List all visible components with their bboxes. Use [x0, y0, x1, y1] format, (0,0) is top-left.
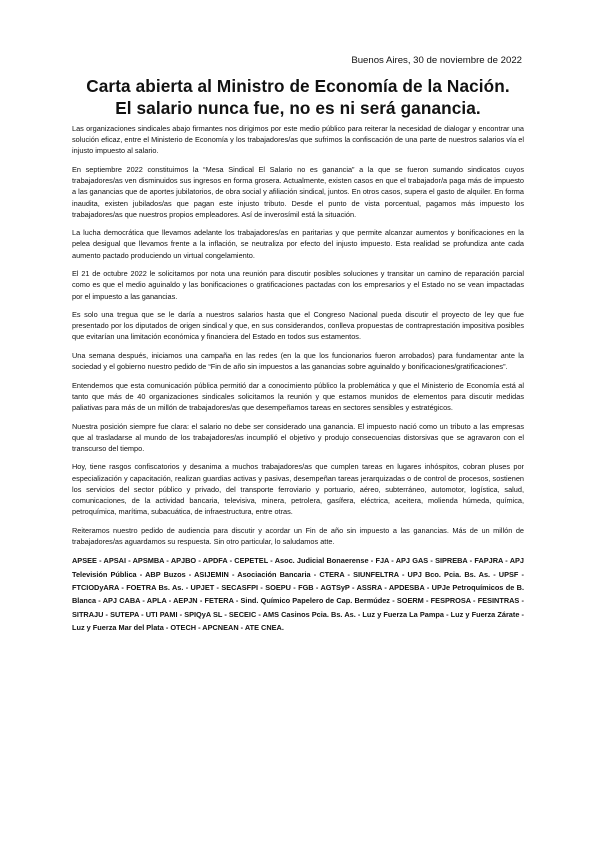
- paragraph: Una semana después, iniciamos una campaña en las redes (en la que los funcionarios fueron arrobados) para fundamentar ante la sociedad y el gobierno nuestro pedido de “Fin de año sin impuestos a las ganancias sobre aguinaldo y bonificaciones/gratificaciones”.: [72, 350, 524, 372]
- paragraph: Las organizaciones sindicales abajo firmantes nos dirigimos por este medio público para reiterar la necesidad de dialogar y encontrar una solución eficaz, entre el Ministerio de Economía y los trabajadores/as que sufrimos la confiscación de una parte de nuestros salarios vía el injusto impuesto al salario.: [72, 124, 524, 156]
- paragraph: El 21 de octubre 2022 le solicitamos por nota una reunión para discutir posibles soluciones y transitar un camino de reparación parcial como es que el medio aguinaldo y las bonificaciones o gratificaciones pactadas con los empresarios y el Estado no se vean impactadas por el impuesto a las ganancias.: [72, 269, 524, 301]
- paragraph: Hoy, tiene rasgos confiscatorios y desanima a muchos trabajadores/as que cumplen tareas en lugares inhóspitos, cobran pluses por especialización y capacitación, realizan guardias activas y pasivas, desempeñan tareas jerarquizadas o de control de procesos, sostienen los servicios del sector público y privado, del transporte ferroviario y portuario, aéreo, subterráneo, automotor, logística, salud, comunicaciones, de la actividad bancaria, televisiva, minera, petrolera, gasífera, eléctrica, aceitera, molienda húmeda, química, petroquímica, marítima, subacuática, de infraestructura, entre otras.: [72, 462, 524, 517]
- letter-date: Buenos Aires, 30 de noviembre de 2022: [351, 55, 522, 66]
- paragraph: La lucha democrática que llevamos adelante los trabajadores/as en paritarias y que permite alcanzar aumentos y bonificaciones en la pelea desigual que llevamos frente a la inflación, se neutraliza por efecto del injusto impuesto. Esta realidad se profundiza ante cada aumento pactado produciendo un virtual congelamiento.: [72, 228, 524, 260]
- paragraph: Entendemos que esta comunicación pública permitió dar a conocimiento público la problemática y que el Ministerio de Economía está al tanto que más de 40 organizaciones sindicales solicitamos la reunión y que estamos munidos de elementos para discutir medidas paliativas para más de un millón de trabajadores/as que desempeñamos tareas en sectores sensibles y estratégicos.: [72, 380, 524, 413]
- title-line-2: El salario nunca fue, no es ni será ganancia.: [115, 98, 481, 118]
- letter-title: [40, 75, 556, 119]
- paragraph: Nuestra posición siempre fue clara: el salario no debe ser considerado una ganancia. El impuesto nació como un tributo a las empresas que al trasladarse al mundo de los trabajadores/as incumplió el objetivo y produjo consecuencias distorsivas que se agravaron con el transcurso del tiempo.: [72, 421, 524, 453]
- signatories-list: APSEE - APSAI - APSMBA - APJBO - APDFA - CEPETEL - Asoc. Judicial Bonaerense - FJA - APJ GAS - SIPREBA - FAPJRA - APJ Televisión Pública - ABP Buzos - ASIJEMIN - Asociación Bancaria - CTERA - SIUNFELTRA - UPJ Bco. Pcia. Bs. As. - UPSF - FTCIODyARA - FOETRA Bs. As. - UPJET - SECASFPI - SOEPU - FGB - AGTSyP - ASSRA - APDESBA - UPJe Petroquímicos de B. Blanca - APJ CABA - APLA - AEPJN - FETERA - Sind. Químico Papelero de Cap. Bermúdez - SOERM - FESPROSA - FESINTRAS - SITRAJU - SUTEPA - UTI PAMI - SPIQyA SL - SECEIC - AMS Casinos Pcia. Bs. As. - Luz y Fuerza La Pampa - Luz y Fuerza Zárate - Luz y Fuerza Mar del Plata - OTECH - APCNEAN - ATE CNEA.: [72, 556, 524, 632]
- letter-body: [72, 123, 524, 634]
- paragraph: En septiembre 2022 constituimos la “Mesa Sindical El Salario no es ganancia” a la que se fueron sumando sindicatos cuyos trabajadores/as ven disminuidos sus ingresos en forma grosera. Actualmente, existen casos en que el trabajador/a paga más de impuesto a las ganancias que de aportes jubilatorios, de obra social y afiliación sindical, juntos. En otros casos, supera el gasto de alquiler. En forma inaudita, existen jubilados/as que pagan este injusto tributo. Desde el punto de vista porcentual, pagamos más impuesto los trabajadores/as que nuestros propios empleadores. Así de inverosímil está la situación.: [72, 164, 524, 219]
- paragraph: Es solo una tregua que se le daría a nuestros salarios hasta que el Congreso Nacional pueda discutir el proyecto de ley que fue presentado por los diputados de origen sindical y que, en sus considerandos, conlleva propuestas de contraprestación impositiva posibles que evitarían una limitación económica y financiera del Estado en todos sus estamentos.: [72, 310, 524, 342]
- paragraph: Reiteramos nuestro pedido de audiencia para discutir y acordar un Fin de año sin impuesto a las ganancias. Más de un millón de trabajadores/as aguardamos su respuesta. Sin otro particular, lo saludamos atte.: [72, 525, 524, 546]
- title-line-1: Carta abierta al Ministro de Economía de la Nación.: [86, 76, 510, 96]
